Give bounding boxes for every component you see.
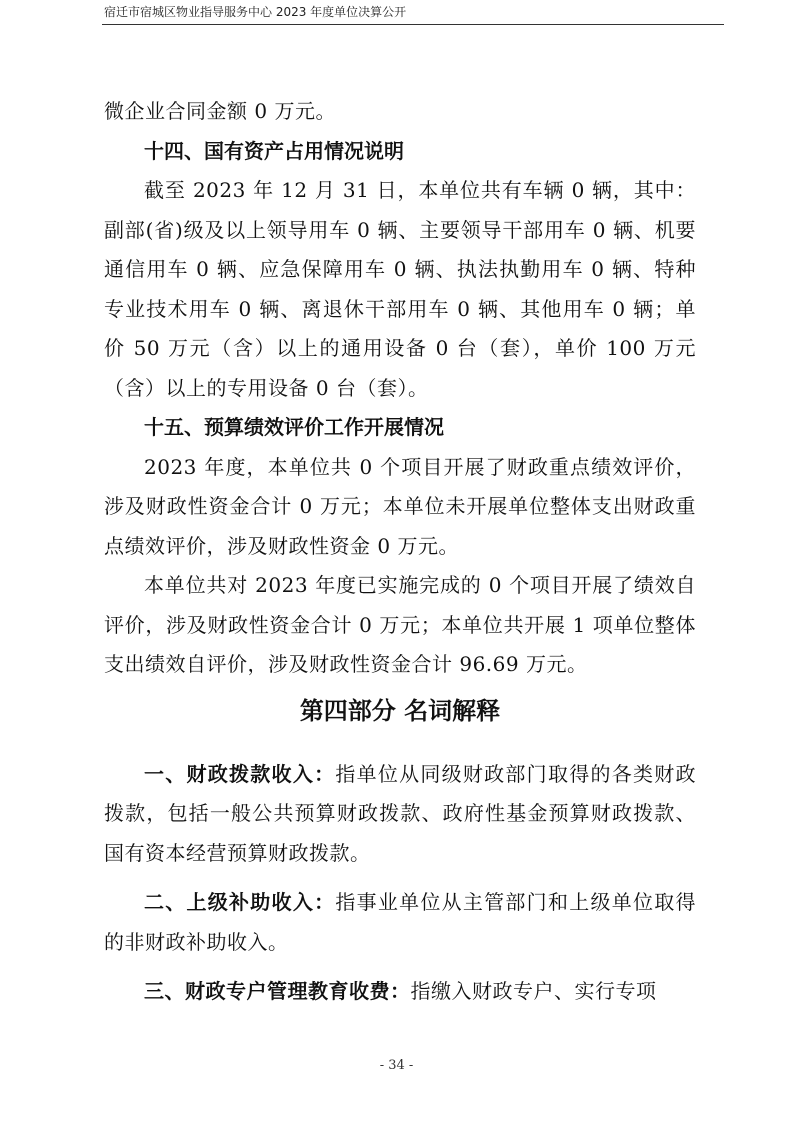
section-15-paragraph-2: 本单位共对 2023 年度已实施完成的 0 个项目开展了绩效自评价，涉及财政性资金合计 0 万元；本单位共开展 1 项单位整体支出绩效自评价，涉及财政性资金合计 96.69 万元。 [104,573,696,676]
glossary-term: 三、财政专户管理教育收费： [144,979,411,1003]
glossary-item-fiscal-appropriation [104,755,696,874]
glossary-item-education-fees [104,972,696,1012]
section-15-paragraph-1: 2023 年度，本单位共 0 个项目开展了财政重点绩效评价，涉及财政性资金合计 0 万元；本单位未开展单位整体支出财政重点绩效评价，涉及财政性资金 0 万元。 [104,454,696,558]
glossary-definition: 指单位从同级财政部门取得的各类财政拨款，包括一般公共预算财政拨款、政府性基金预算财政拨款、国有资本经营预算财政拨款。 [104,761,697,865]
glossary-term: 一、财政拨款收入： [144,761,336,786]
page-content [104,92,696,1012]
page-number: - 34 - [379,1058,414,1073]
section-14-heading: 十四、国有资产占用情况说明 [144,138,404,163]
running-header: 宿迁市宿城区物业指导服务中心 2023 年度单位决算公开 [104,5,407,19]
glossary-item-superior-subsidy [104,883,696,962]
section-14-paragraph: 截至 2023 年 12 月 31 日，本单位共有车辆 0 辆，其中：副部(省)级及以上领导用车 0 辆、主要领导干部用车 0 辆、机要通信用车 0 辆、应急保障用车 0 辆、执法执勤用车 0 辆、特种专业技术用车 0 辆、离退休干部用车 0 辆、其他用车 0 辆；单价 50 万元（含）以上的通用设备 0 台（套），单价 100 万元（含）以上的专用设备 0 台（套）。 [104,178,696,400]
glossary-definition: 指缴入财政专户、实行专项 [410,979,657,1003]
header-divider [102,24,724,25]
section-15-heading: 十五、预算绩效评价工作开展情况 [144,415,444,439]
part-4-title: 第四部分 名词解释 [299,696,501,725]
glossary-term: 二、上级补助收入： [144,890,336,914]
continued-paragraph: 微企业合同金额 0 万元。 [104,99,336,123]
glossary-definition: 指事业单位从主管部门和上级单位取得的非财政补助收入。 [104,890,697,954]
